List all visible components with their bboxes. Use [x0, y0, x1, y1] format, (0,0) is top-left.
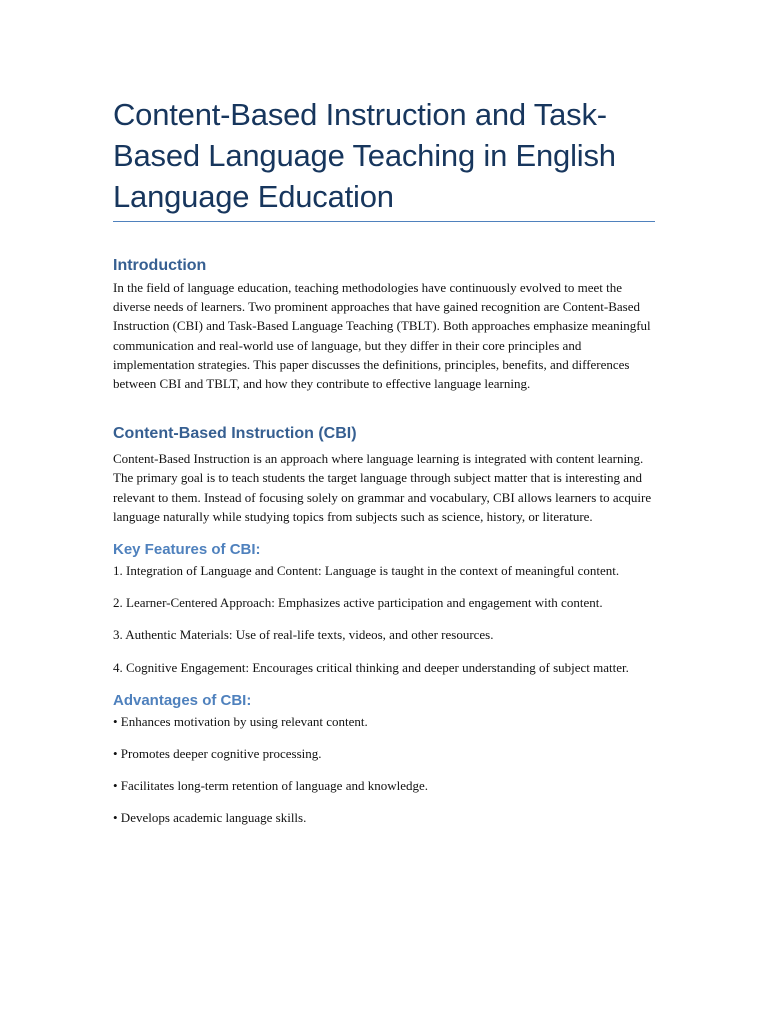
section-heading-introduction: Introduction: [113, 257, 207, 274]
cbi-paragraph: Content-Based Instruction is an approach where language learning is integrated with content learning. The primary goal is to teach students the target language through subject matter that is interesting and relevant to them. Instead of focusing solely on grammar and vocabulary, CBI allows learners to acquire language naturally while studying topics from subjects such as science, history, or literature.: [113, 451, 652, 524]
document-page: [113, 94, 655, 828]
section-heading-cbi: Content-Based Instruction (CBI): [113, 425, 357, 443]
introduction-paragraph: In the field of language education, teaching methodologies have continuously evolved to meet the diverse needs of learners. Two prominent approaches that have gained recognition are Content-Based Instruction (CBI) and Task-Based Language Teaching (TBLT). Both approaches emphasize meaningful communication and real-world use of language, but they differ in their core principles and implementation strategies. This paper discusses the definitions, principles, benefits, and differences between CBI and TBLT, and how they contribute to effective language learning.: [113, 280, 651, 392]
list-item: • Facilitates long-term retention of language and knowledge.: [113, 778, 429, 794]
list-item: • Enhances motivation by using relevant content.: [113, 713, 368, 729]
features-list: [113, 561, 655, 677]
list-item: 1. Integration of Language and Content: Language is taught in the context of meaningful content.: [113, 563, 620, 579]
title-divider: [113, 221, 655, 222]
list-item: • Promotes deeper cognitive processing.: [113, 746, 322, 762]
list-item: 2. Learner-Centered Approach: Emphasizes active participation and engagement with content.: [113, 595, 603, 611]
section-cbi: [113, 424, 655, 827]
list-item: 4. Cognitive Engagement: Encourages critical thinking and deeper understanding of subject matter.: [113, 659, 629, 675]
section-introduction: [113, 256, 655, 393]
list-item: 3. Authentic Materials: Use of real-life texts, videos, and other resources.: [113, 627, 494, 643]
subheading-advantages: Advantages of CBI:: [113, 691, 252, 709]
advantages-list: [113, 712, 655, 828]
document-title: Content-Based Instruction and Task-Based Language Teaching in English Language Education: [113, 97, 616, 214]
subheading-key-features: Key Features of CBI:: [113, 541, 261, 559]
list-item: • Develops academic language skills.: [113, 810, 307, 826]
